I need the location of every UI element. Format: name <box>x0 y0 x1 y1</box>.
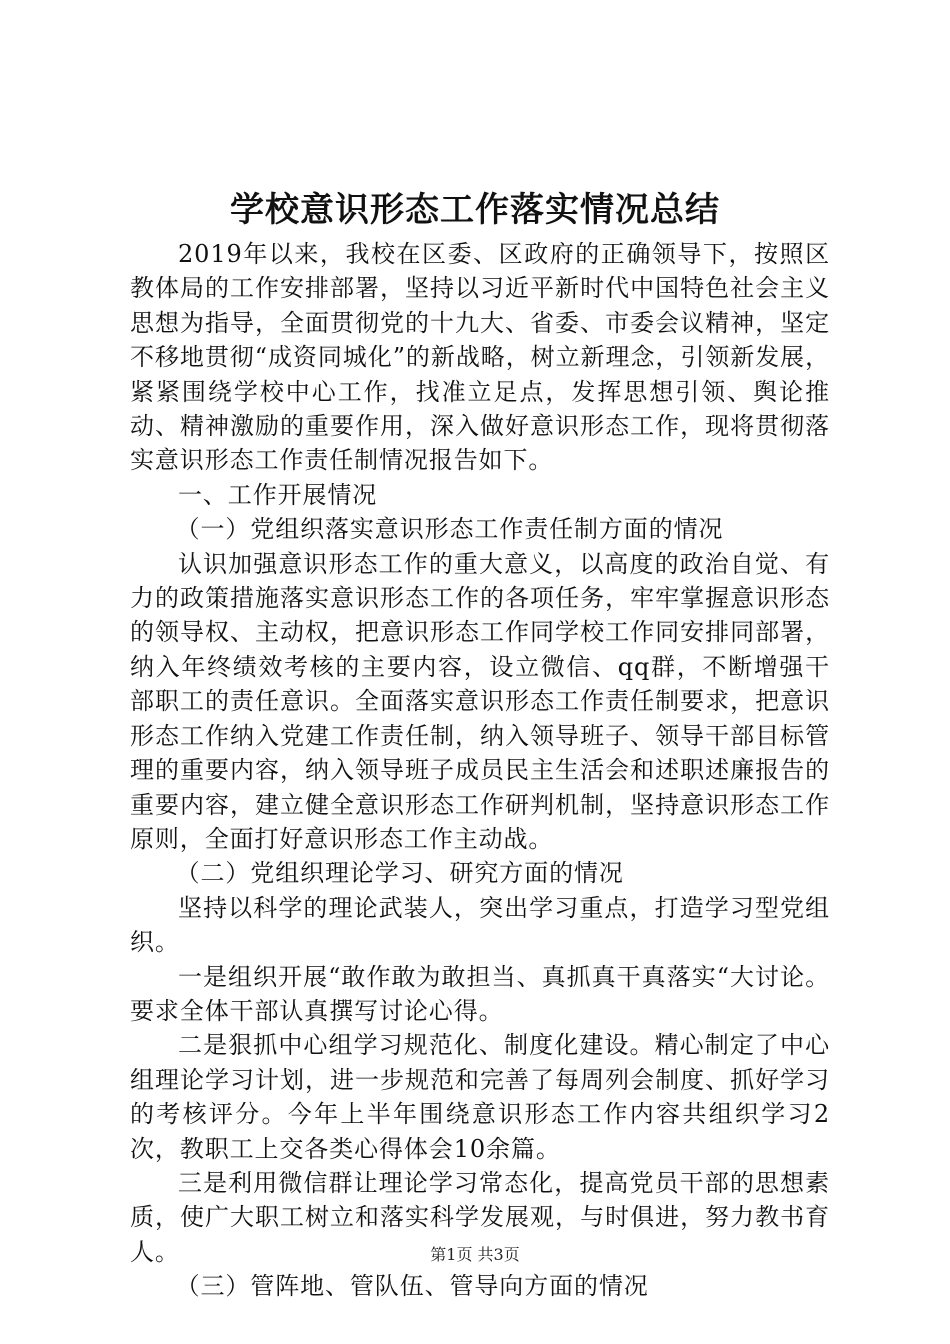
subsection-heading-1: （一）党组织落实意识形态工作责任制方面的情况 <box>175 515 724 544</box>
paragraph-point-3: 三是利用微信群让理论学习常态化，提高党员干部的思想素质，使广大职工树立和落实科学发展观，与时俱进，努力教书育人。 <box>130 1168 830 1266</box>
paragraph-point-1: 一是组织开展“敢作敢为敢担当、真抓真干真落实“大讨论。要求全体干部认真撰写讨论心得。 <box>130 962 830 1025</box>
paragraph-point-2: 二是狠抓中心组学习规范化、制度化建设。精心制定了中心组理论学习计划，进一步规范和完善了每周列会制度、抓好学习的考核评分。今年上半年围绕意识形态工作内容共组织学习2次，教职工上交各类心得体会10余篇。 <box>130 1031 830 1163</box>
page-footer: 第1页 共3页 <box>430 1245 520 1264</box>
paragraph-intro: 2019年以来，我校在区委、区政府的正确领导下，按照区教体局的工作安排部署，坚持以习近平新时代中国特色社会主义思想为指导，全面贯彻党的十九大、省委、市委会议精神，坚定不移地贯彻“成资同城化”的新战略，树立新理念，引领新发展，紧紧围绕学校中心工作，找准立足点，发挥思想引领、舆论推动、精神激励的重要作用，深入做好意识形态工作，现将贯彻落实意识形态工作责任制情况报告如下。 <box>130 240 830 475</box>
subsection-heading-3: （三）管阵地、管队伍、管导向方面的情况 <box>175 1272 649 1301</box>
paragraph-theory: 坚持以科学的理论武装人，突出学习重点，打造学习型党组织。 <box>130 893 830 957</box>
paragraph-responsibility: 认识加强意识形态工作的重大意义，以高度的政治自觉、有力的政策措施落实意识形态工作的各项任务，牢牢掌握意识形态的领导权、主动权，把意识形态工作同学校工作同安排同部署，纳入年终绩效考核的主要内容，设立微信、qq群，不断增强干部职工的责任意识。全面落实意识形态工作责任制要求，把意识形态工作纳入党建工作责任制，纳入领导班子、领导干部目标管理的重要内容，纳入领导班子成员民主生活会和述职述廉报告的重要内容，建立健全意识形态工作研判机制，坚持意识形态工作原则，全面打好意识形态工作主动战。 <box>130 549 830 853</box>
document-body <box>130 237 830 1304</box>
document-title: 学校意识形态工作落实情况总结 <box>230 190 720 230</box>
section-heading-1: 一、工作开展情况 <box>178 480 378 509</box>
subsection-heading-2: （二）党组织理论学习、研究方面的情况 <box>175 859 624 888</box>
